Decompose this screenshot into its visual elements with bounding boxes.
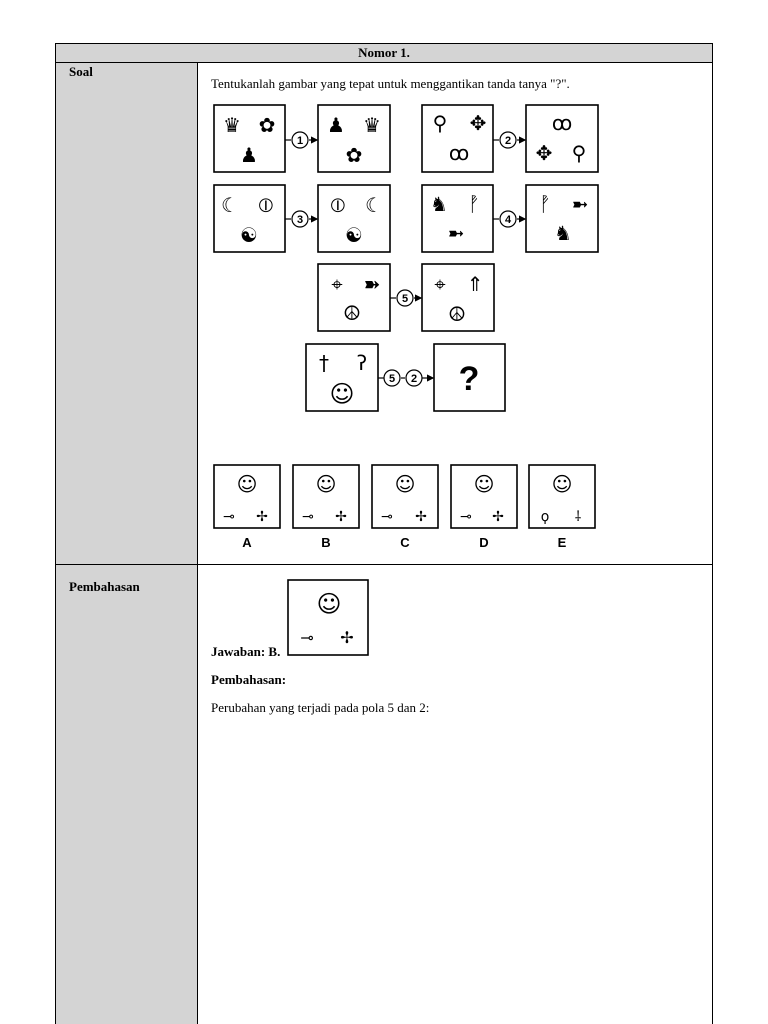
option-e-label: E	[557, 535, 567, 550]
svg-text:☾: ☾	[365, 193, 383, 217]
svg-text:ᚡ: ᚡ	[468, 192, 480, 216]
svg-text:⚲: ⚲	[432, 111, 448, 135]
answer-text: Jawaban: B.	[211, 644, 281, 659]
option-d-label: D	[479, 535, 489, 550]
svg-text:☺: ☺	[236, 472, 258, 496]
svg-text:⊸: ⊸	[381, 509, 393, 525]
step-4-label: 4	[504, 214, 512, 226]
soal-label: Soal	[69, 64, 93, 79]
svg-text:♟: ♟	[240, 143, 258, 167]
svg-text:ʔ: ʔ	[356, 351, 368, 375]
svg-text:♞: ♞	[430, 192, 448, 216]
svg-text:†: †	[319, 351, 329, 375]
question-text: Tentukanlah gambar yang tepat untuk menggantikan tanda tanya "?".	[211, 76, 570, 91]
svg-text:ϙ: ϙ	[540, 509, 550, 525]
svg-text:☯: ☯	[240, 223, 258, 247]
svg-text:☺: ☺	[473, 472, 495, 496]
svg-text:✥: ✥	[535, 141, 553, 165]
explanation-text: Perubahan yang terjadi pada pola 5 dan 2:	[211, 700, 430, 715]
svg-text:⸸: ⸸	[574, 509, 582, 525]
final-step-5-label: 5	[388, 373, 396, 385]
svg-text:⦶: ⦶	[330, 193, 346, 217]
svg-text:⚲: ⚲	[571, 141, 587, 165]
step-3-label: 3	[296, 214, 304, 226]
svg-text:✢: ✢	[492, 509, 504, 525]
svg-text:ꝏ: ꝏ	[551, 111, 573, 135]
svg-text:☮: ☮	[448, 302, 466, 326]
unknown-mark: ?	[458, 360, 480, 398]
svg-text:✿: ✿	[345, 143, 363, 167]
svg-text:➼: ➼	[447, 221, 465, 245]
svg-text:➽: ➽	[363, 272, 381, 296]
option-a-label: A	[242, 535, 252, 550]
svg-text:⊸: ⊸	[300, 628, 314, 647]
svg-text:☺: ☺	[329, 380, 355, 408]
svg-text:ᚡ: ᚡ	[539, 192, 551, 216]
svg-text:⦶: ⦶	[258, 193, 274, 217]
svg-text:☮: ☮	[343, 301, 361, 325]
svg-text:✢: ✢	[335, 509, 347, 525]
svg-text:✥: ✥	[469, 111, 487, 135]
svg-text:☺: ☺	[316, 590, 342, 618]
pembahasan-label: Pembahasan	[69, 579, 140, 594]
svg-text:⌖: ⌖	[331, 272, 343, 296]
svg-text:⊸: ⊸	[460, 509, 472, 525]
svg-text:ꝏ: ꝏ	[448, 141, 470, 165]
option-b-label: B	[321, 535, 331, 550]
svg-text:♛: ♛	[223, 113, 241, 137]
final-step-2-label: 2	[410, 373, 418, 385]
svg-text:☾: ☾	[221, 193, 239, 217]
explanation-heading: Pembahasan:	[211, 672, 287, 687]
svg-text:⊸: ⊸	[302, 509, 314, 525]
svg-text:☺: ☺	[394, 472, 416, 496]
step-2-label: 2	[504, 135, 512, 147]
svg-text:♟: ♟	[327, 113, 345, 137]
svg-text:☯: ☯	[345, 223, 363, 247]
option-c-label: C	[400, 535, 410, 550]
svg-text:✢: ✢	[256, 509, 268, 525]
svg-text:⌖: ⌖	[434, 272, 446, 296]
svg-text:⇑: ⇑	[466, 272, 484, 296]
svg-text:☺: ☺	[551, 472, 573, 496]
step-5-label: 5	[401, 293, 409, 305]
svg-text:⊸: ⊸	[223, 509, 235, 525]
svg-text:♞: ♞	[554, 221, 572, 245]
step-1-label: 1	[296, 135, 304, 147]
svg-text:♛: ♛	[363, 113, 381, 137]
svg-text:☺: ☺	[315, 472, 337, 496]
table-title: Nomor 1.	[56, 44, 712, 63]
svg-text:➼: ➼	[571, 192, 589, 216]
svg-text:✢: ✢	[415, 509, 427, 525]
svg-text:✿: ✿	[258, 113, 276, 137]
svg-text:✢: ✢	[340, 628, 354, 647]
